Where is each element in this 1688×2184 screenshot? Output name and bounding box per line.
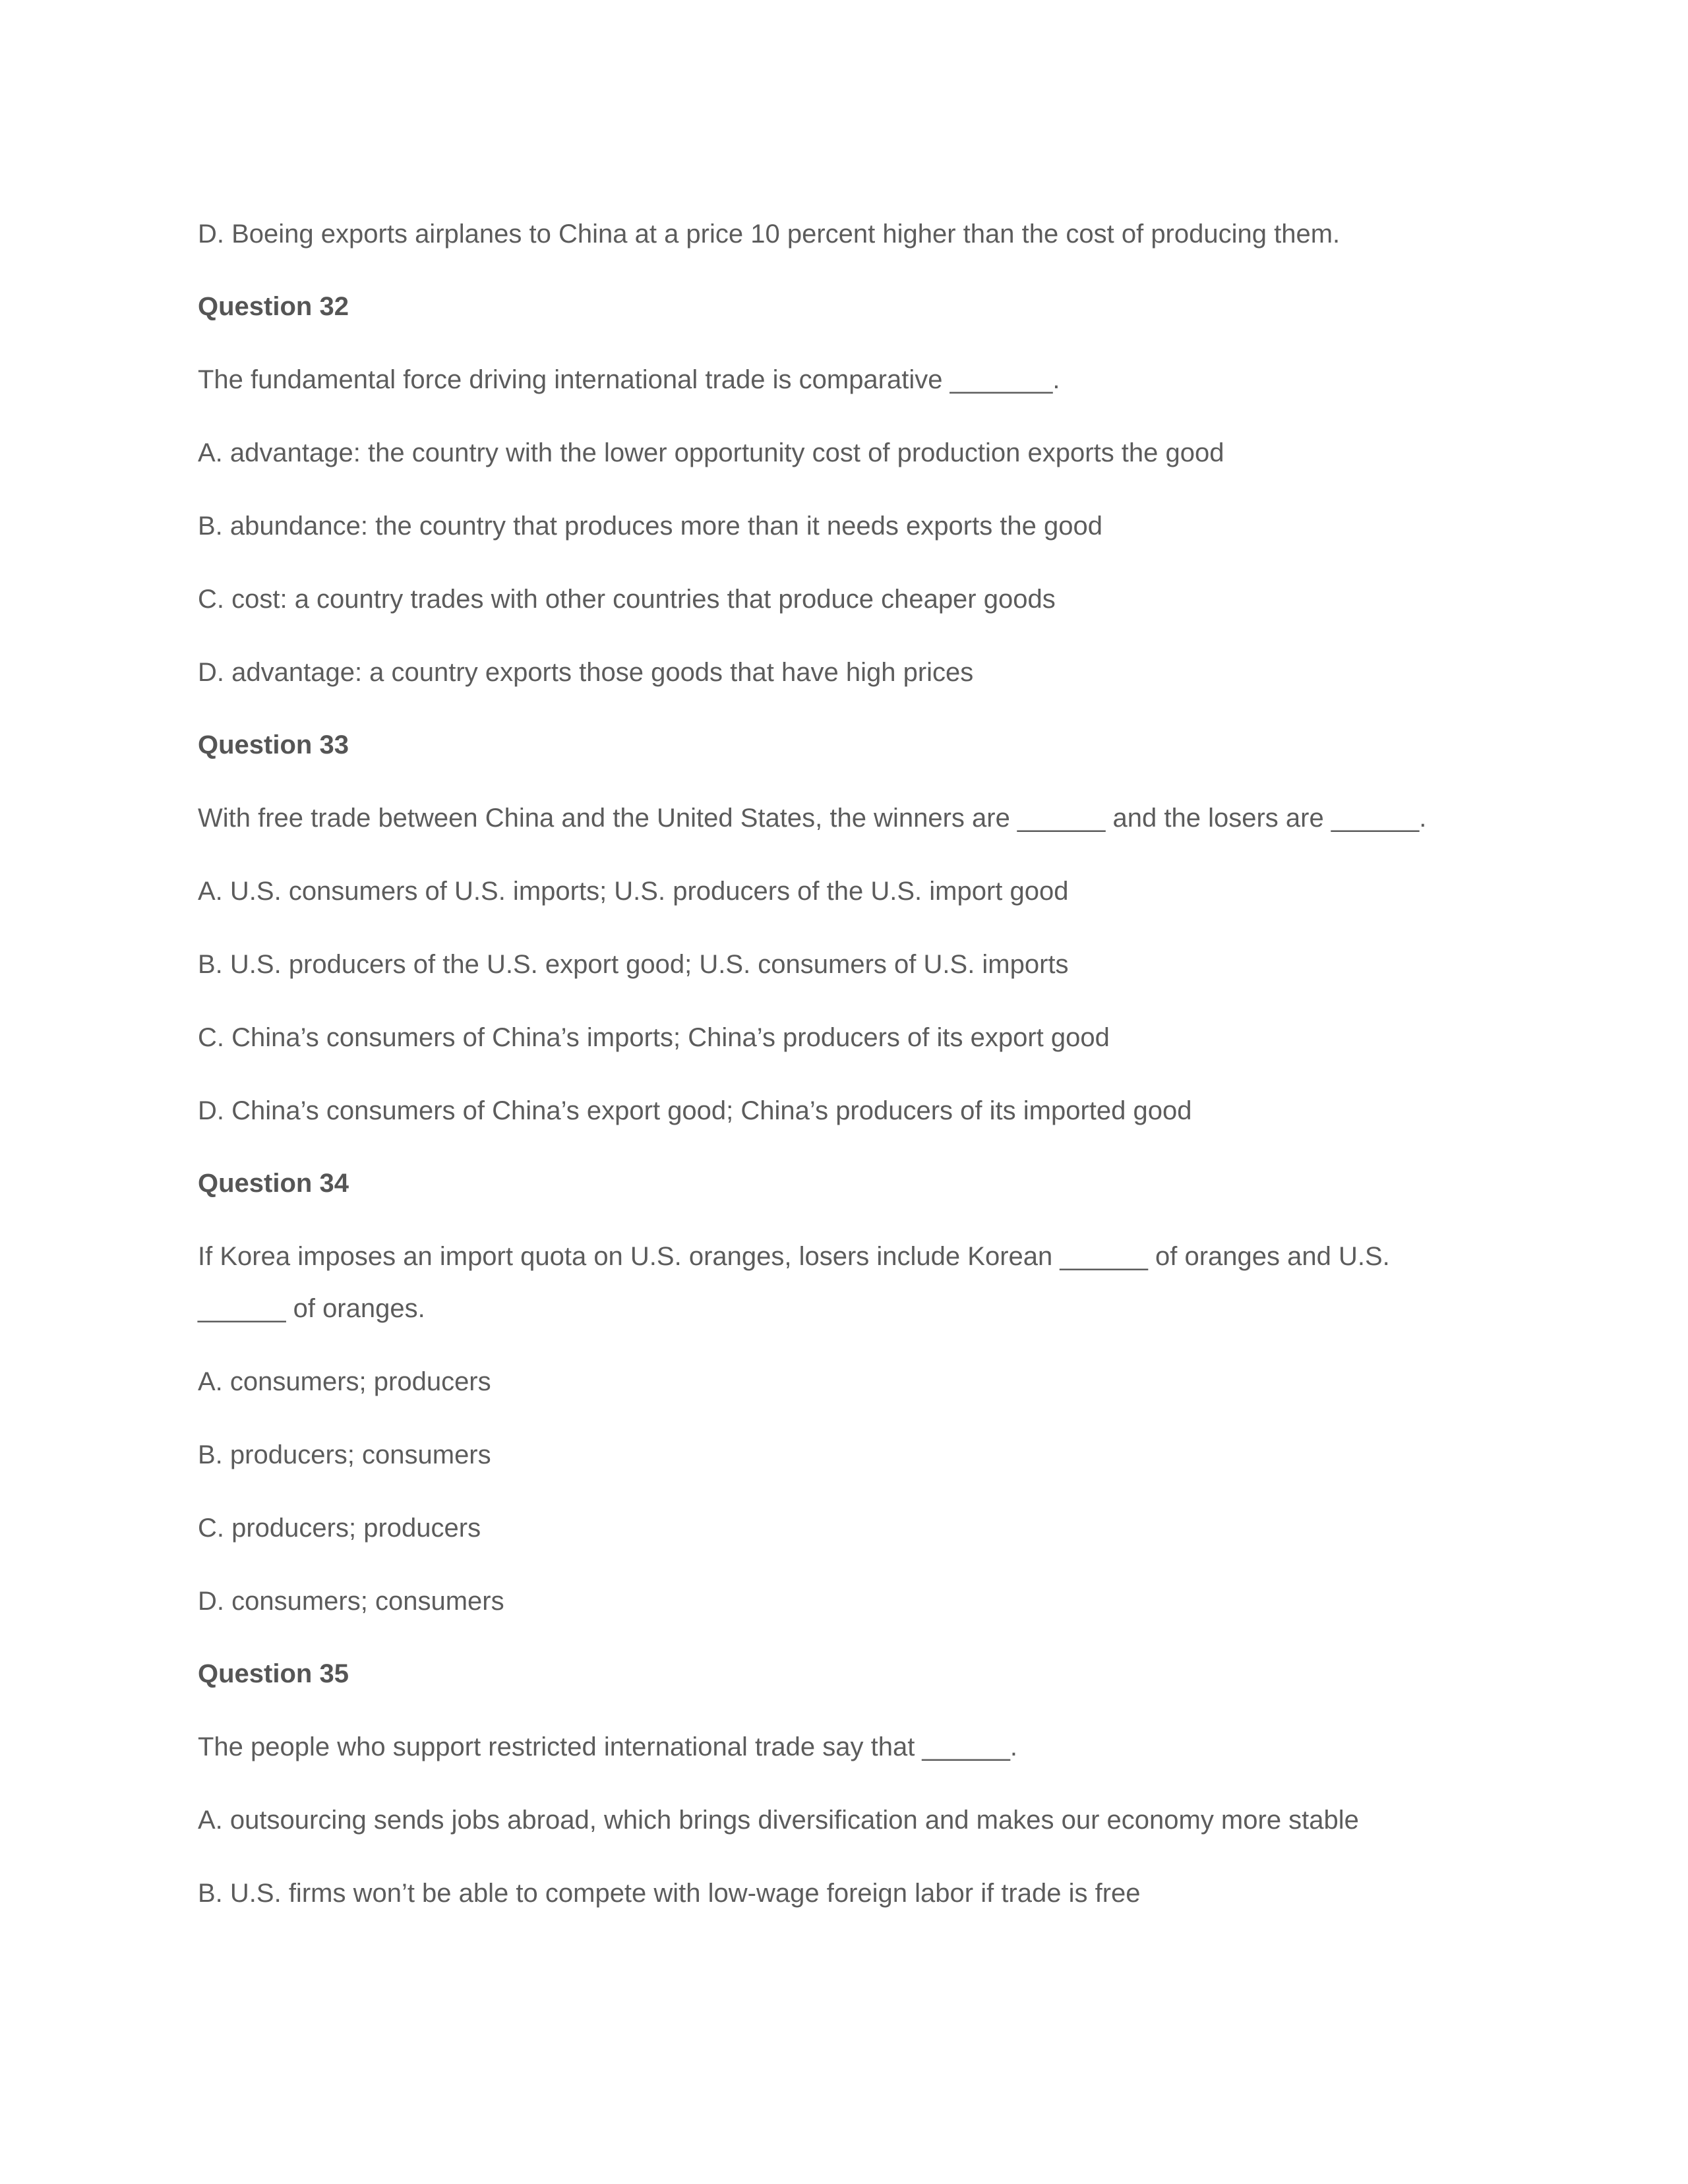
document-page [198,0,1517,2184]
q33-option-d: D. China’s consumers of China’s export good; China’s producers of its imported good [198,1096,1192,1125]
q31-option-d: D. Boeing exports airplanes to China at a price 10 percent higher than the cost of producing them. [198,220,1341,249]
q34-option-c: C. producers; producers [198,1514,481,1543]
q34-heading: Question 34 [198,1169,349,1198]
q33-option-a: A. U.S. consumers of U.S. imports; U.S. producers of the U.S. import good [198,877,1069,906]
q32-option-a: A. advantage: the country with the lower opportunity cost of production exports the good [198,438,1224,467]
q32-heading: Question 32 [198,292,349,321]
q33-option-c: C. China’s consumers of China’s imports; China’s producers of its export good [198,1023,1110,1052]
q32-option-b: B. abundance: the country that produces more than it needs exports the good [198,512,1103,541]
q35-prompt: The people who support restricted international trade say that ______. [198,1732,1018,1761]
q35-option-b: B. U.S. firms won’t be able to compete with low-wage foreign labor if trade is free [198,1879,1141,1908]
q32-option-c: C. cost: a country trades with other countries that produce cheaper goods [198,585,1056,614]
q32-option-d: D. advantage: a country exports those goods that have high prices [198,658,974,687]
q34-option-b: B. producers; consumers [198,1440,491,1469]
q35-option-a: A. outsourcing sends jobs abroad, which brings diversification and makes our economy more stable [198,1806,1359,1835]
q34-option-a: A. consumers; producers [198,1367,491,1396]
q33-prompt: With free trade between China and the United States, the winners are ______ and the losers are ______. [198,804,1427,833]
q34-prompt-line-2: ______ of oranges. [198,1294,425,1323]
q33-heading: Question 33 [198,730,349,759]
q34-option-d: D. consumers; consumers [198,1587,504,1616]
q35-heading: Question 35 [198,1659,349,1688]
q34-prompt-line-1: If Korea imposes an import quota on U.S. oranges, losers include Korean ______ of oranges and U.S. [198,1242,1390,1271]
q33-option-b: B. U.S. producers of the U.S. export good; U.S. consumers of U.S. imports [198,950,1069,979]
q32-prompt: The fundamental force driving international trade is comparative _______. [198,365,1060,394]
